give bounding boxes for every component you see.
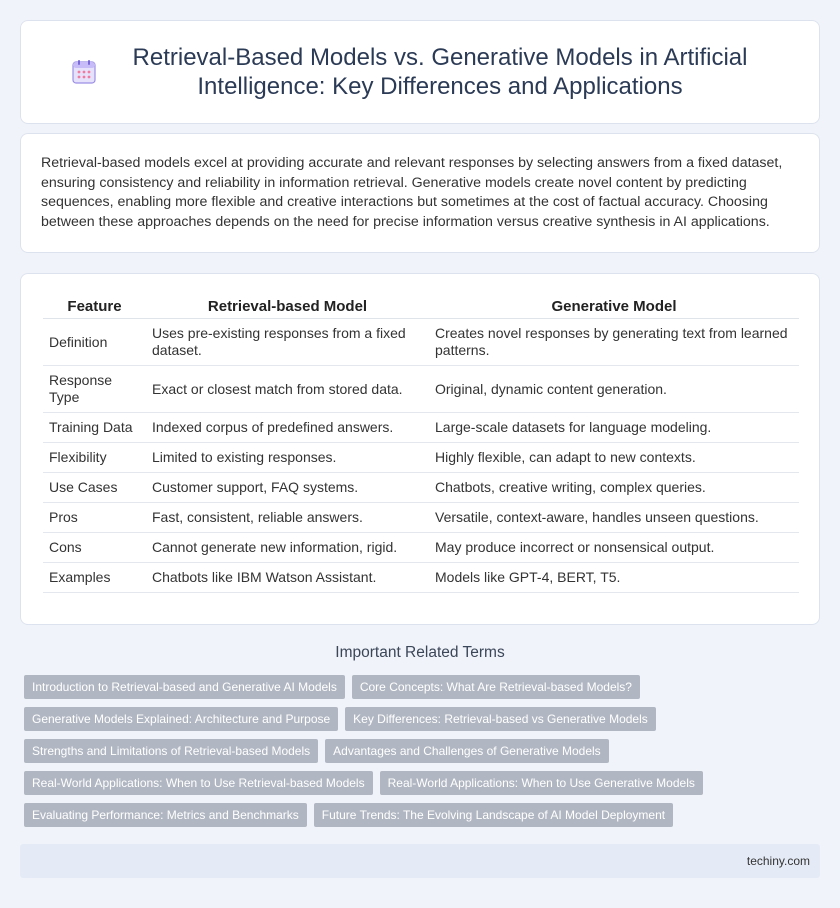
related-term-tag[interactable]: Strengths and Limitations of Retrieval-based Models	[24, 739, 318, 763]
retrieval-cell: Indexed corpus of predefined answers.	[146, 413, 429, 443]
generative-cell: May produce incorrect or nonsensical output.	[429, 533, 799, 563]
table-row	[43, 366, 799, 413]
generative-cell: Models like GPT-4, BERT, T5.	[429, 563, 799, 593]
footer	[20, 844, 820, 878]
generative-cell: Chatbots, creative writing, complex queries.	[429, 473, 799, 503]
related-terms-title: Important Related Terms	[335, 644, 505, 661]
table-row	[43, 563, 799, 593]
generative-cell: Original, dynamic content generation.	[429, 366, 799, 413]
retrieval-cell: Exact or closest match from stored data.	[146, 366, 429, 413]
retrieval-cell: Chatbots like IBM Watson Assistant.	[146, 563, 429, 593]
column-header-retrieval: Retrieval-based Model	[146, 294, 429, 319]
table-header-row	[43, 294, 799, 319]
table-row	[43, 443, 799, 473]
comparison-table	[43, 294, 799, 593]
related-term-tag[interactable]: Real-World Applications: When to Use Retrieval-based Models	[24, 771, 373, 795]
table-row	[43, 533, 799, 563]
table-row	[43, 413, 799, 443]
generative-cell: Versatile, context-aware, handles unseen questions.	[429, 503, 799, 533]
generative-cell: Large-scale datasets for language modeling.	[429, 413, 799, 443]
column-header-generative: Generative Model	[429, 294, 799, 319]
feature-cell: Training Data	[43, 413, 146, 443]
retrieval-cell: Fast, consistent, reliable answers.	[146, 503, 429, 533]
related-term-tag[interactable]: Generative Models Explained: Architecture and Purpose	[24, 707, 338, 731]
feature-cell: Use Cases	[43, 473, 146, 503]
table-row	[43, 319, 799, 366]
related-term-tag[interactable]: Key Differences: Retrieval-based vs Generative Models	[345, 707, 656, 731]
related-term-tag[interactable]: Introduction to Retrieval-based and Generative AI Models	[24, 675, 345, 699]
feature-cell: Examples	[43, 563, 146, 593]
related-term-tag[interactable]: Core Concepts: What Are Retrieval-based Models?	[352, 675, 640, 699]
column-header-feature: Feature	[43, 294, 146, 319]
related-term-tag[interactable]: Future Trends: The Evolving Landscape of AI Model Deployment	[314, 803, 673, 827]
page-title: Retrieval-Based Models vs. Generative Models in Artificial Intelligence: Key Differences and Applications	[132, 44, 748, 100]
generative-cell: Creates novel responses by generating text from learned patterns.	[429, 319, 799, 366]
comparison-table-card	[20, 273, 820, 625]
calendar-grid-icon	[71, 59, 97, 85]
related-terms-list	[20, 675, 820, 835]
feature-cell: Pros	[43, 503, 146, 533]
feature-cell: Flexibility	[43, 443, 146, 473]
feature-cell: Definition	[43, 319, 146, 366]
title-card	[20, 20, 820, 124]
summary-text: Retrieval-based models excel at providing accurate and relevant responses by selecting answers from a fixed dataset, ensuring consistency and reliability in information retrieval. Generative models create novel content by predicting sequences, enabling more flexible and creative interactions but sometimes at the cost of factual accuracy. Choosing between these approaches depends on the need for precise information versus creative synthesis in AI applications.	[41, 155, 783, 230]
related-term-tag[interactable]: Advantages and Challenges of Generative Models	[325, 739, 609, 763]
generative-cell: Highly flexible, can adapt to new contexts.	[429, 443, 799, 473]
related-term-tag[interactable]: Real-World Applications: When to Use Generative Models	[380, 771, 703, 795]
feature-cell: Response Type	[43, 366, 146, 413]
retrieval-cell: Limited to existing responses.	[146, 443, 429, 473]
related-terms-section	[20, 644, 820, 835]
retrieval-cell: Customer support, FAQ systems.	[146, 473, 429, 503]
related-term-tag[interactable]: Evaluating Performance: Metrics and Benchmarks	[24, 803, 307, 827]
retrieval-cell: Uses pre-existing responses from a fixed dataset.	[146, 319, 429, 366]
footer-site[interactable]: techiny.com	[746, 854, 810, 868]
table-row	[43, 503, 799, 533]
table-row	[43, 473, 799, 503]
retrieval-cell: Cannot generate new information, rigid.	[146, 533, 429, 563]
feature-cell: Cons	[43, 533, 146, 563]
summary-card	[20, 133, 820, 253]
